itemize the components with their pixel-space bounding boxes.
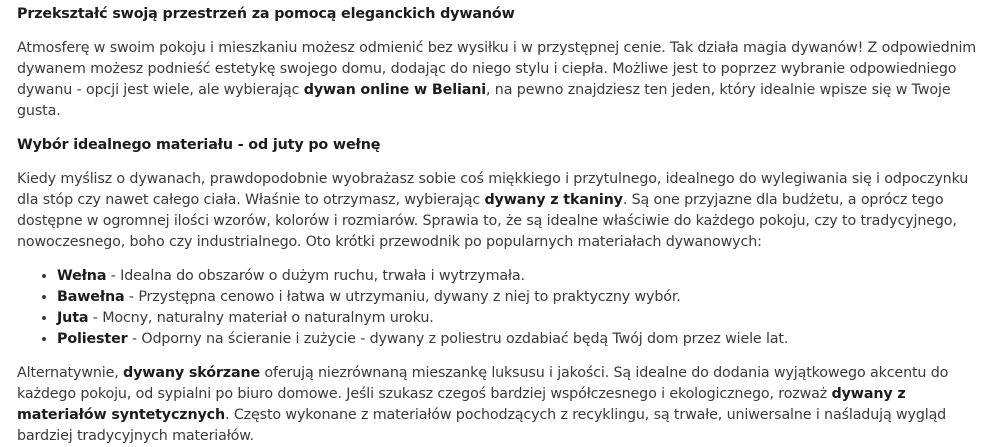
intro-text-end: , na pewno znajdziesz ten jeden, który idealnie wpisze się w Twoje gusta.	[17, 82, 951, 119]
intro-paragraph	[17, 38, 980, 122]
material-name: Juta	[57, 310, 89, 326]
materials-list	[17, 266, 980, 350]
section-heading-materials: Wybór idealnego materiału - od juty po wełnę	[17, 137, 381, 153]
alternatives-text-3: . Często wykonane z materiałów pochodzących z recyklingu, są trwałe, uniwersalne i naśladują wygląd bardziej tradycyjnych materiałów.	[17, 407, 947, 444]
material-name: Wełna	[57, 268, 107, 284]
materials-paragraph	[17, 169, 980, 253]
beliani-rug-link[interactable]: dywan online w Beliani	[303, 82, 486, 98]
list-item	[57, 266, 980, 287]
material-description: - Przystępna cenowo i łatwa w utrzymaniu, dywany z niej to praktyczny wybór.	[124, 289, 681, 305]
material-name: Poliester	[57, 331, 128, 347]
alternatives-paragraph	[17, 363, 980, 447]
material-description: - Idealna do obszarów o dużym ruchu, trwała i wytrzymała.	[106, 268, 525, 284]
section-heading-rugs: Przekształć swoją przestrzeń za pomocą eleganckich dywanów	[17, 6, 515, 22]
fabric-rugs-link[interactable]: dywany z tkaniny	[484, 192, 623, 208]
materials-text-start: Kiedy myślisz o dywanach, prawdopodobnie wyobrażasz sobie coś miękkiego i przytulnego, idealnego do wylegiwania się i odpoczynku dla stóp czy nawet całego ciała. Właśnie to otrzymasz, wybierając	[17, 171, 969, 208]
list-item	[57, 287, 980, 308]
material-name: Bawełna	[57, 289, 125, 305]
material-description: - Mocny, naturalny materiał o naturalnym uroku.	[88, 310, 434, 326]
alternatives-text-1: Alternatywnie,	[17, 365, 124, 381]
list-item	[57, 308, 980, 329]
leather-rugs-link[interactable]: dywany skórzane	[123, 365, 261, 381]
intro-text-start: Atmosferę w swoim pokoju i mieszkaniu możesz odmienić bez wysiłku i w przystępnej cenie. Tak działa magia dywanów! Z odpowiednim dywanem możesz podnieść estetykę swojego domu, dodając do niego stylu i ciepła. Możliwe jest to poprzez wybranie odpowiedniego dywanu - opcji jest wiele, ale wybierając	[17, 40, 977, 98]
list-item	[57, 329, 980, 350]
synthetic-rugs-link[interactable]: dywany z materiałów syntetycznych	[17, 386, 906, 423]
materials-text-end: . Są one przyjazne dla budżetu, a oprócz tego dostępne w ogromnej ilości wzorów, kolorów i rozmiarów. Sprawia to, że są idealne właściwie do każdego pokoju, czy to tradycyjnego, nowoczesnego, boho czy industrialnego. Oto krótki przewodnik po popularnych materiałach dywanowych:	[17, 192, 957, 250]
alternatives-text-2: oferują niezrównaną mieszankę luksusu i jakości. Są idealne do dodania wyjątkowego akcentu do każdego pokoju, od sypialni po biuro domowe. Jeśli szukasz czegoś bardziej współczesnego i ekologicznego, rozważ	[17, 365, 949, 402]
material-description: - Odporny na ścieranie i zużycie - dywany z poliestru ozdabiać będą Twój dom przez wiele lat.	[127, 331, 789, 347]
